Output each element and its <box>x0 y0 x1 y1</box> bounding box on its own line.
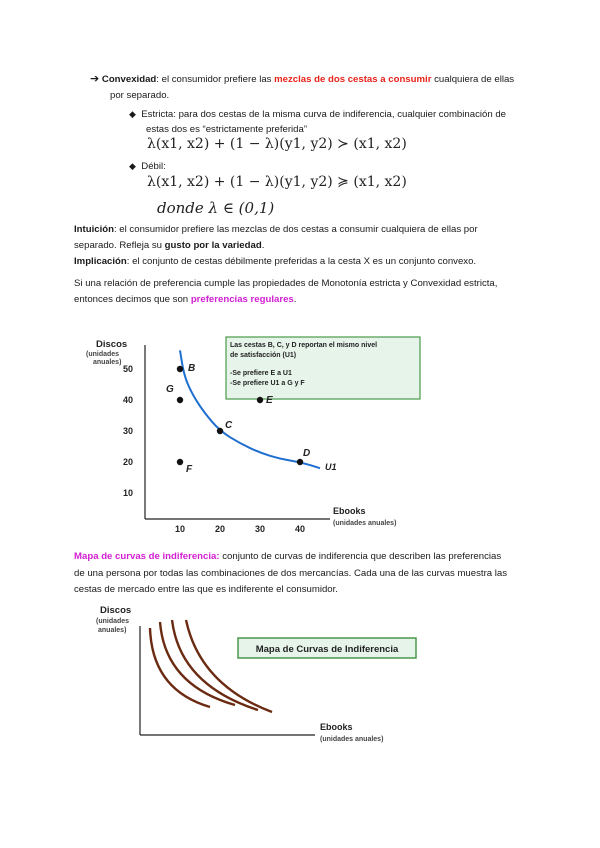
x-axis-title: Ebooks <box>333 506 366 516</box>
x-tick-label: 10 <box>174 524 186 534</box>
note-line4: -Se prefiere U1 a G y F <box>230 380 305 387</box>
convexity-label: Convexidad <box>101 74 157 85</box>
point-label-c: C <box>225 420 233 431</box>
arrow-right-icon: ➔ <box>90 73 100 85</box>
map-y-axis-subtitle2: anuales) <box>98 627 127 634</box>
regular-highlight: preferencias regulares <box>190 294 294 305</box>
y-tick-label: 10 <box>122 488 134 498</box>
map-curve-1 <box>150 628 210 707</box>
curve-label-u1: U1 <box>325 462 337 473</box>
map-y-axis-title: Discos <box>100 605 132 616</box>
map-y-axis-subtitle1: (unidades <box>96 618 130 625</box>
point-label-g: G <box>166 384 174 395</box>
weak-where: donde λ ∈ (0,1) <box>157 199 275 217</box>
diamond-bullet-icon: ◆ <box>129 161 136 171</box>
map-curve-2 <box>160 622 235 705</box>
point-label-d: D <box>303 448 311 459</box>
weak-formula: λ(x1, x2) + (1 − λ)(y1, y2) ≽ (x1, x2) <box>147 174 407 190</box>
x-tick-label: 20 <box>214 524 226 534</box>
point-f <box>177 459 183 465</box>
intuition-label: Intuición <box>74 224 114 235</box>
point-label-f: F <box>186 464 193 475</box>
y-tick-label: 20 <box>122 457 134 467</box>
point-label-b: B <box>188 363 196 374</box>
y-tick-label: 50 <box>122 364 134 374</box>
convexity-line2: por separado. <box>110 90 170 101</box>
y-tick-label: 40 <box>122 395 134 405</box>
y-axis-subtitle1: (unidades <box>86 351 120 358</box>
map-title: Mapa de curvas de indiferencia: <box>74 551 220 562</box>
map-line2: de una persona por todas las combinaciones de dos mercancías. Cada una de las curvas muestra las <box>74 568 508 579</box>
map-x-axis-title: Ebooks <box>320 722 353 732</box>
x-tick-label: 40 <box>294 524 306 534</box>
strict-line2: estas dos es “estrictamente preferida” <box>146 124 308 135</box>
map-label-text: Mapa de Curvas de Indiferencia <box>255 644 399 655</box>
regular-line2: entonces decimos que son preferencias regulares. <box>74 294 297 305</box>
y-tick-label: 30 <box>122 426 134 436</box>
x-axis-subtitle: (unidades anuales) <box>333 520 397 527</box>
point-b <box>177 366 183 372</box>
diamond-bullet-icon: ◆ <box>129 109 136 119</box>
y-axis-subtitle2: anuales) <box>93 359 122 366</box>
note-line2: de satisfacción (U1) <box>230 352 297 359</box>
point-c <box>217 428 223 434</box>
convexity-highlight: mezclas de dos cestas a consumir <box>274 74 432 85</box>
point-e <box>257 397 263 403</box>
map-x-axis-subtitle: (unidades anuales) <box>320 736 384 743</box>
point-g <box>177 397 183 403</box>
intuition-line1: Intuición: el consumidor prefiere las mezclas de dos cestas a consumir cualquiera de ellas por <box>74 224 478 235</box>
map-line1: Mapa de curvas de indiferencia: conjunto de curvas de indiferencia que describen las preferencias <box>74 551 502 562</box>
point-label-e: E <box>266 395 273 406</box>
note-line1: Las cestas B, C, y D reportan el mismo nivel <box>230 342 378 349</box>
strict-line1: ◆ Estricta: para dos cestas de la misma curva de indiferencia, cualquier combinación de <box>129 109 507 120</box>
implication-label: Implicación <box>74 256 127 267</box>
map-line3: cestas de mercado entre las que es indiferente el consumidor. <box>74 584 338 595</box>
x-tick-label: 30 <box>254 524 266 534</box>
strict-formula: λ(x1, x2) + (1 − λ)(y1, y2) ≻ (x1, x2) <box>147 136 407 152</box>
weak-label: ◆ Débil: <box>129 161 166 172</box>
intuition-line2: separado. Refleja su gusto por la variedad. <box>74 240 265 251</box>
point-d <box>297 459 303 465</box>
regular-line1: Si una relación de preferencia cumple las propiedades de Monotonía estricta y Convexidad estricta, <box>74 278 498 289</box>
implication-line: Implicación: el conjunto de cestas débilmente preferidas a la cesta X es un conjunto convexo. <box>74 256 477 267</box>
convexity-bullet: ➔ Convexidad: el consumidor prefiere las mezclas de dos cestas a consumir cualquiera de ellas <box>90 73 515 85</box>
note-line3: -Se prefiere E a U1 <box>230 370 292 377</box>
y-axis-title: Discos <box>96 339 128 350</box>
